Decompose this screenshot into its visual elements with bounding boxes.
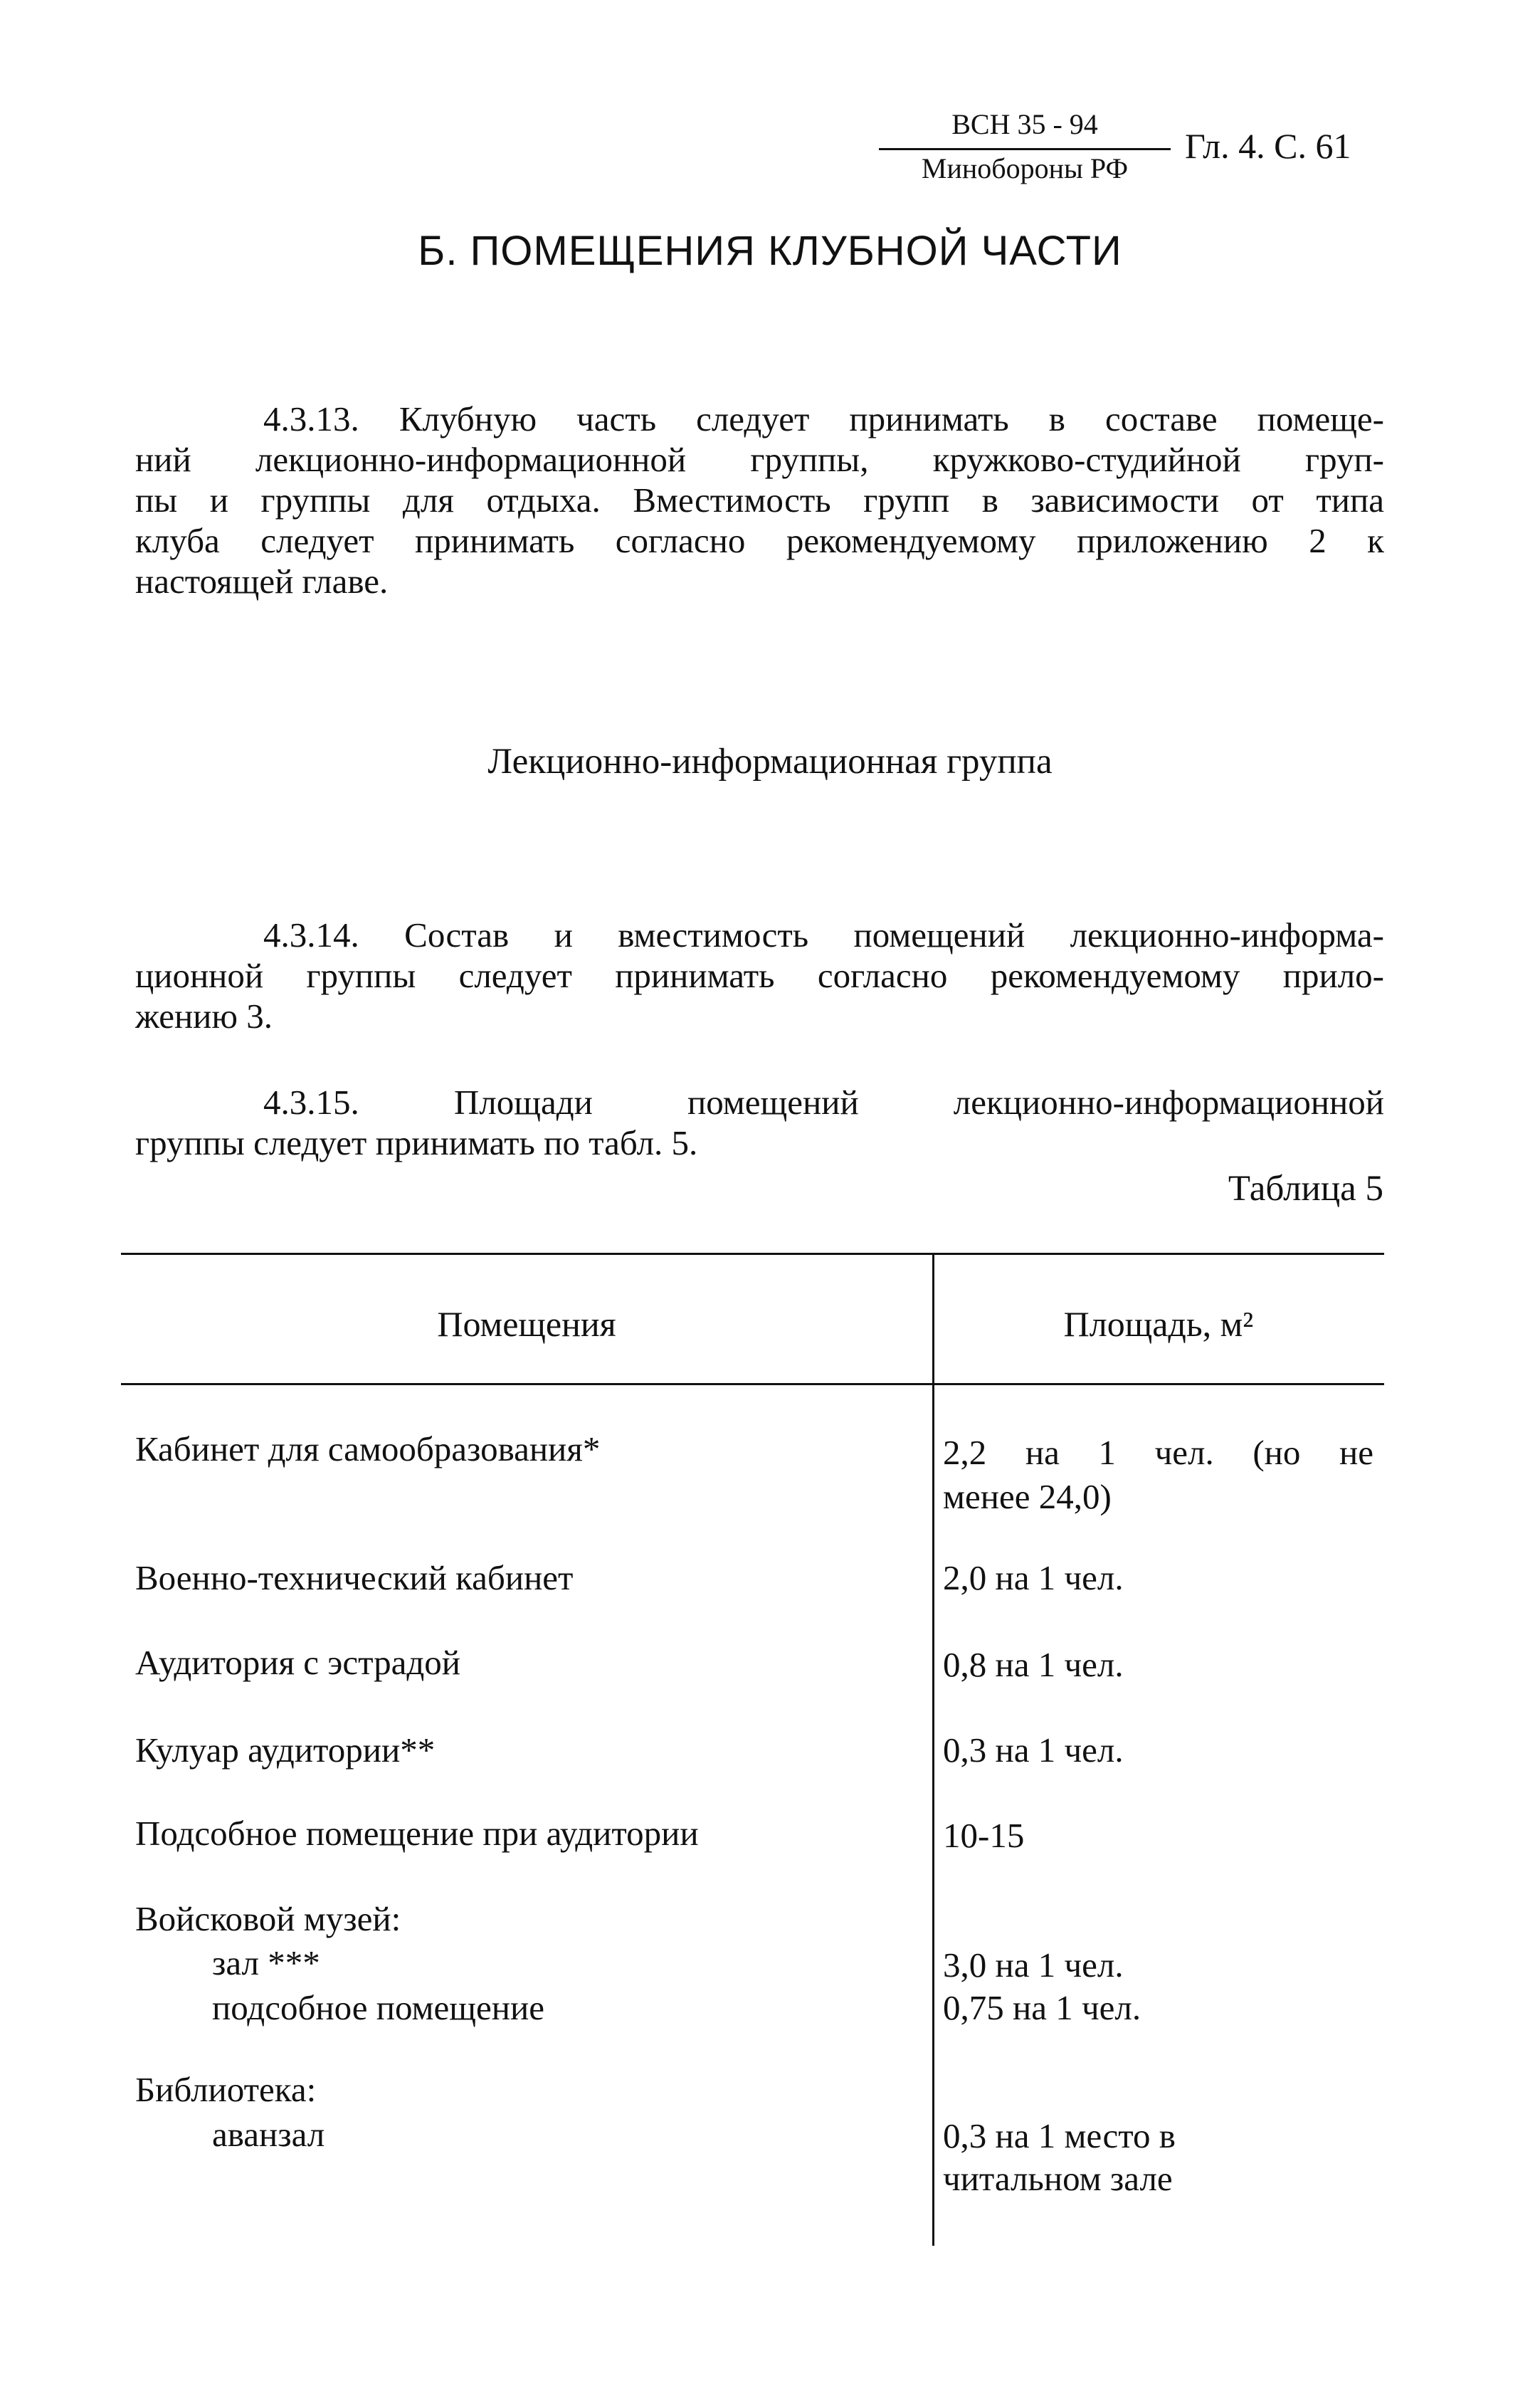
table-cell-area: 2,2 на 1 чел. (но не [943,1433,1373,1472]
table-header-area: Площадь, м² [1063,1304,1254,1344]
header-divider [879,148,1171,150]
table-cell-room: Войсковой музей: [135,1899,401,1938]
table-cell-area: 0,8 на 1 чел. [943,1645,1124,1684]
paragraph-4-3-13 [135,399,1384,601]
table-cell-area: 0,75 на 1 чел. [943,1988,1141,2027]
paragraph-line: группы следует принимать по табл. 5. [135,1123,698,1162]
table-cell-area: 0,3 на 1 чел. [943,1730,1124,1770]
table-cell-area: 3,0 на 1 чел. [943,1945,1124,1985]
table-cell-room: подсобное помещение [212,1988,544,2027]
table-cell-area: читальном зале [943,2159,1173,2198]
paragraph-4-3-14 [135,915,1384,1036]
table-cell-area: 0,3 на 1 место в [943,2116,1176,2155]
table-cell-room: зал *** [212,1943,320,1982]
issuing-organization: Минобороны РФ [921,152,1129,184]
page-reference: Гл. 4. С. 61 [1185,126,1351,166]
table-cell-area: менее 24,0) [943,1477,1112,1516]
paragraph-line: ционной группы следует принимать согласно рекомендуемому прило- [135,956,1384,995]
section-title: Б. ПОМЕЩЕНИЯ КЛУБНОЙ ЧАСТИ [418,228,1122,274]
paragraph-line: 4.3.14. Состав и вместимость помещений лекционно-информа- [263,915,1384,955]
paragraph-4-3-15 [135,1082,1384,1163]
table-cell-room: Военно-технический кабинет [135,1558,574,1597]
table-cell-room: Подсобное помещение при аудитории [135,1814,699,1853]
table-header-rule [121,1383,1384,1385]
table-cell-room: аванзал [212,2115,325,2154]
paragraph-line: 4.3.13. Клубную часть следует принимать в составе помеще- [263,399,1384,438]
table-column-divider [932,1253,934,2246]
paragraph-line: жению 3. [135,997,273,1036]
table-cell-room: Кабинет для самообразования* [135,1429,601,1468]
paragraph-line: ний лекционно-информационной группы, кружково-студийной груп- [135,440,1384,479]
paragraph-line: 4.3.15. Площади помещений лекционно-информационной [263,1083,1384,1122]
table-cell-room: Аудитория с эстрадой [135,1643,460,1682]
paragraph-line: клуба следует принимать согласно рекомендуемому приложению 2 к [135,521,1384,560]
table-cell-room: Кулуар аудитории** [135,1730,436,1770]
document-code: ВСН 35 - 94 [951,108,1098,140]
table-cell-area: 2,0 на 1 чел. [943,1558,1124,1597]
table-caption: Таблица 5 [1228,1169,1383,1209]
table-top-rule [121,1253,1384,1255]
table-cell-area: 10-15 [943,1816,1025,1855]
table-header-rooms: Помещения [437,1304,616,1344]
table-cell-room: Библиотека: [135,2070,317,2109]
paragraph-line: пы и группы для отдыха. Вместимость групп в зависимости от типа [135,480,1384,520]
group-subheading: Лекционно-информационная группа [487,742,1053,782]
paragraph-line: настоящей главе. [135,562,389,601]
